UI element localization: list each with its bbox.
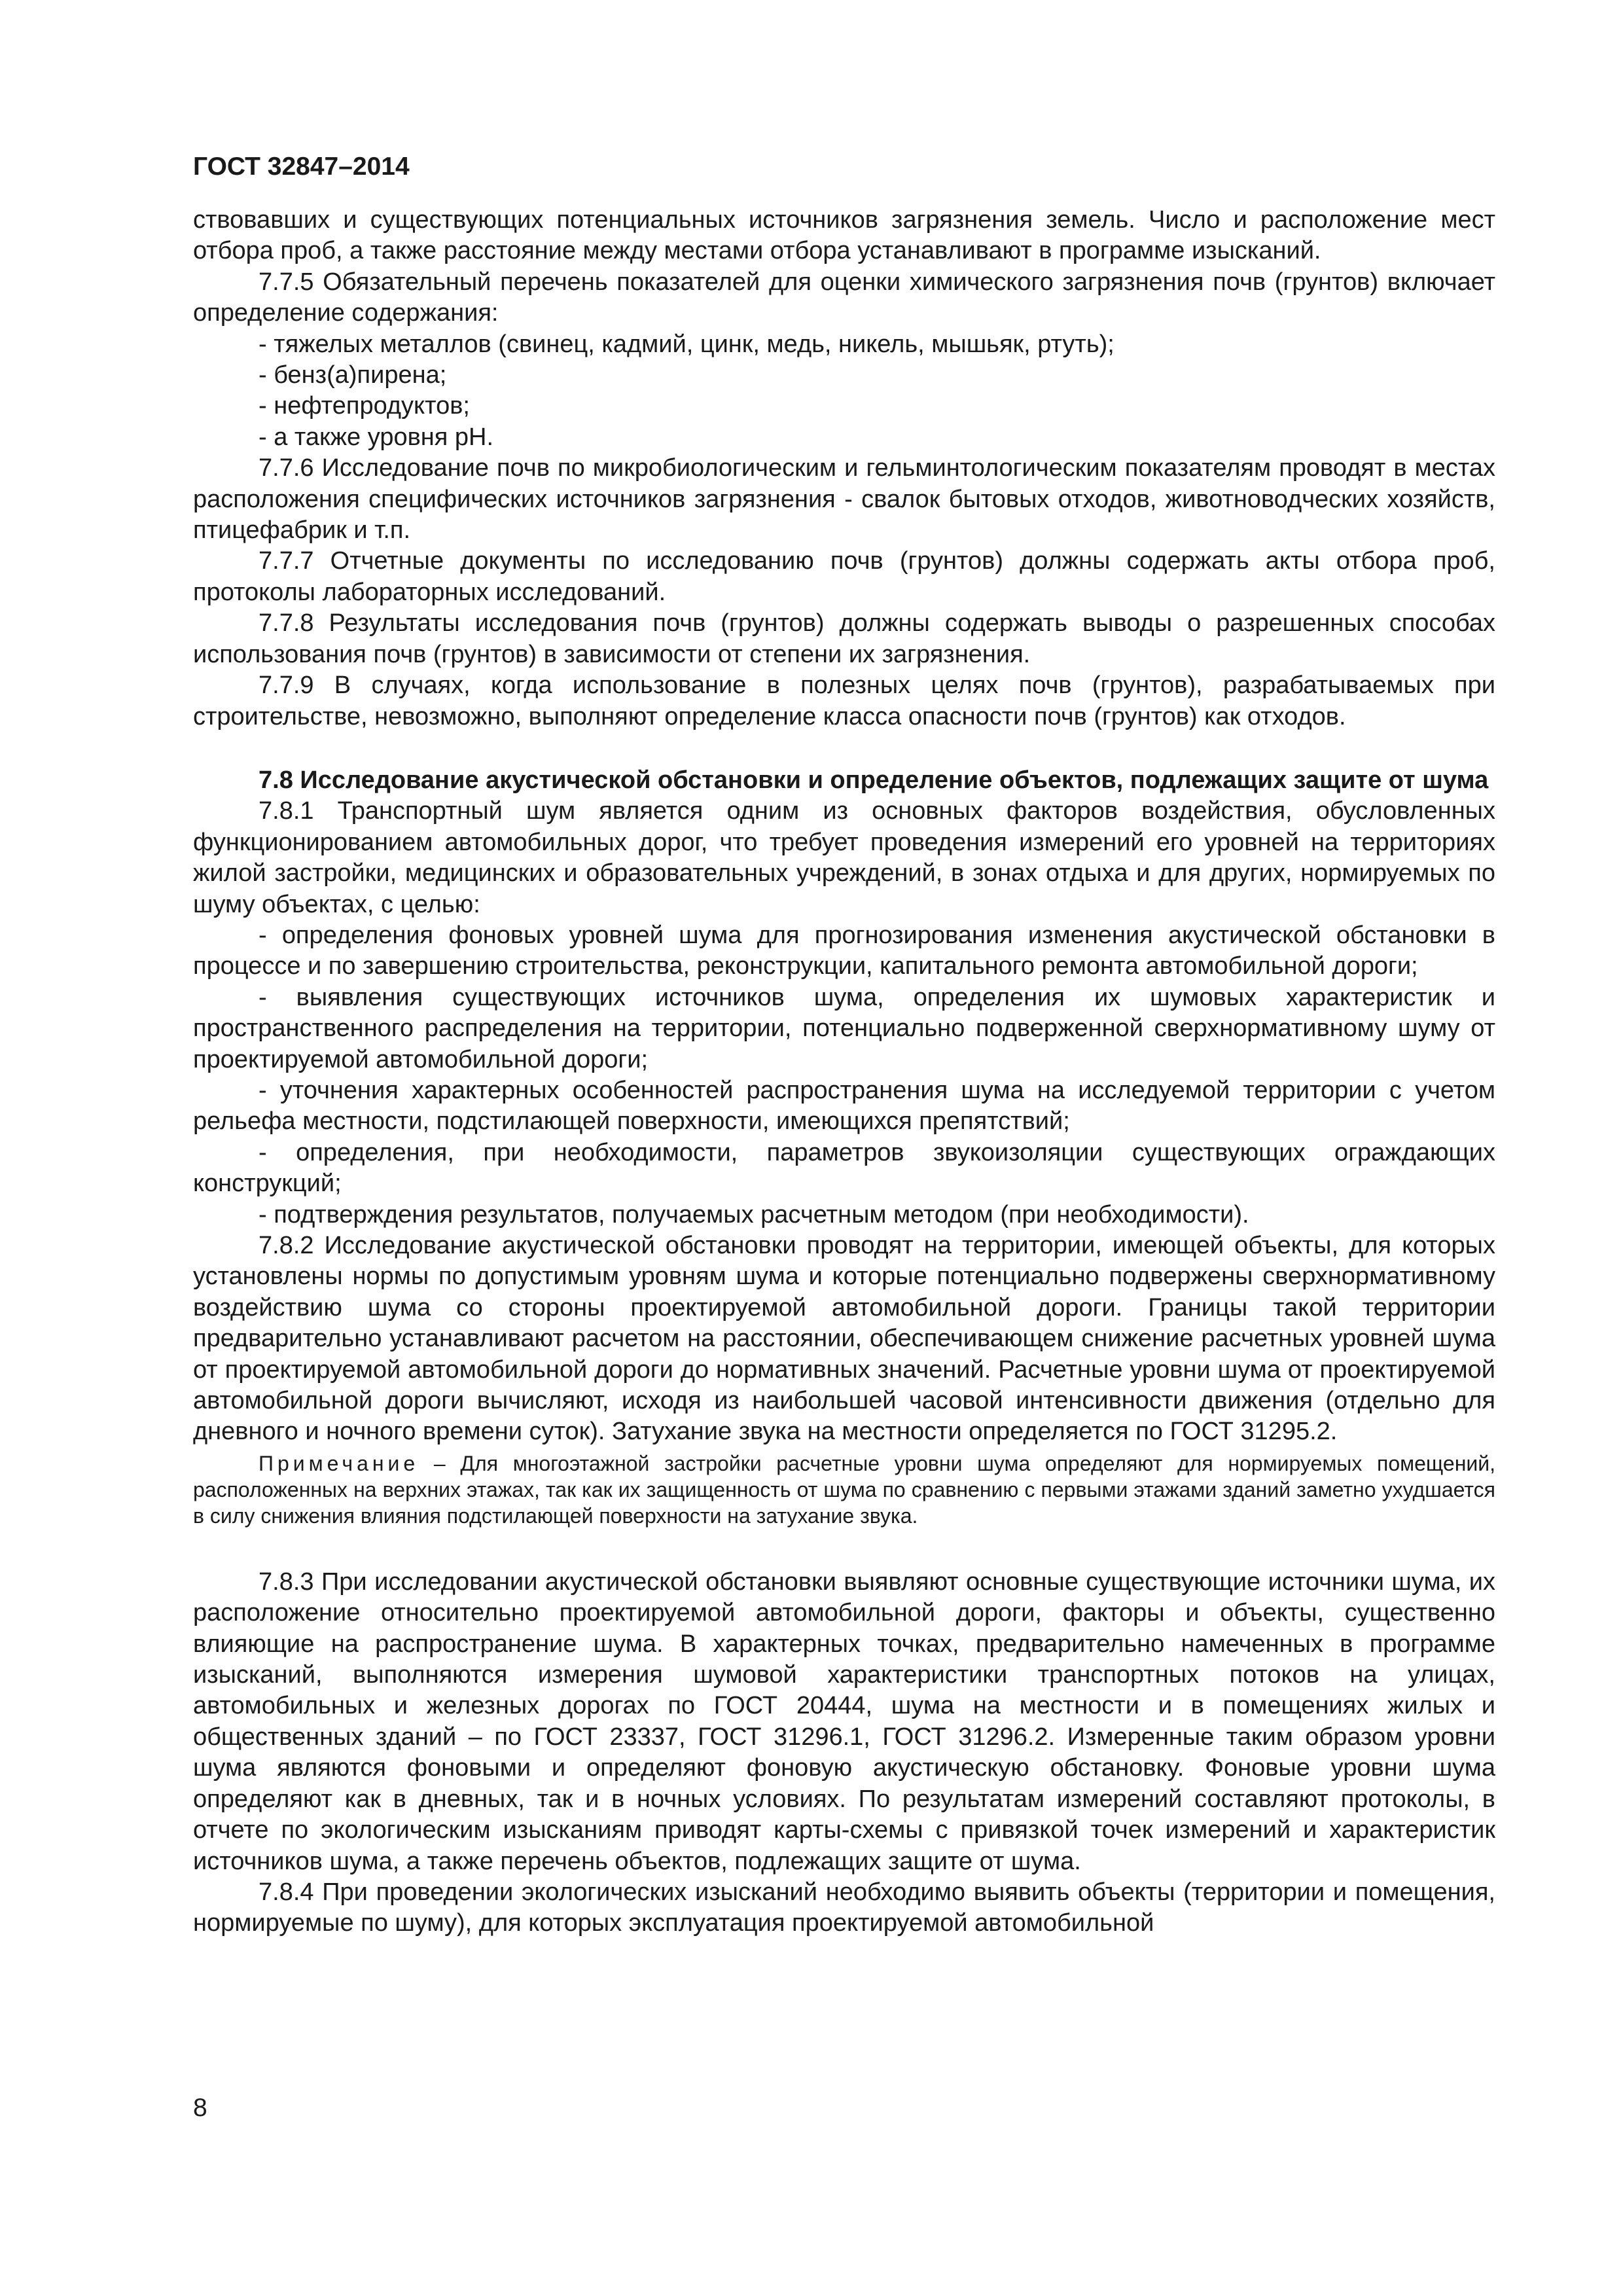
list-item-background-levels: - определения фоновых уровней шума для прогнозирования изменения акустической обстановки в процессе и по завершению строительства, реконструкции, капитального ремонта автомобильной дороги;	[193, 921, 1495, 980]
paragraph-7-7-8: 7.7.8 Результаты исследования почв (грунтов) должны содержать выводы о разрешенных способах использования почв (грунтов) в зависимости от степени их загрязнения.	[193, 609, 1495, 668]
paragraph-7-7-9: 7.7.9 В случаях, когда использование в полезных целях почв (грунтов), разрабатываемых при строительстве, невозможно, выполняют определение класса опасности почв (грунтов) как отходов.	[193, 672, 1495, 730]
paragraph-7-8-4: 7.8.4 При проведении экологических изысканий необходимо выявить объекты (территории и помещения, нормируемые по шуму), для которых эксплуатация проектируемой автомобильной	[193, 1878, 1495, 1937]
list-item-confirmation: - подтверждения результатов, получаемых расчетным методом (при необходимости).	[259, 1200, 1249, 1229]
list-item-benzapyrene: - бенз(а)пирена;	[259, 361, 447, 389]
list-item-noise-sources: - выявления существующих источников шума, определения их шумовых характеристик и пространственного распределения на территории, потенциально подверженной сверхнормативному шуму от проектируемой автомобильной дороги;	[193, 983, 1495, 1073]
note-text: – Для многоэтажной застройки расчетные уровни шума определяют для нормируемых помещений, расположенных на верхних этажах, так как их защищенность от шума по сравнению с первыми этажами зданий заметно ухудшается в силу снижения влияния подстилающей поверхности на затухание звука.	[193, 1451, 1496, 1528]
page-number: 8	[193, 2094, 207, 2122]
document-code-header: ГОСТ 32847–2014	[193, 152, 410, 181]
document-page	[193, 147, 1495, 1939]
list-item-petroleum-products: - нефтепродуктов;	[259, 392, 470, 420]
paragraph-7-7-6: 7.7.6 Исследование почв по микробиологическим и гельминтологическим показателям проводят в местах расположения специфических источников загрязнения - свалок бытовых отходов, животноводческих хозяйств, птицефабрик и т.п.	[193, 454, 1495, 545]
note-block	[193, 1450, 1495, 1529]
paragraph-7-7-5: 7.7.5 Обязательный перечень показателей для оценки химического загрязнения почв (грунтов) включает определение содержания:	[193, 268, 1495, 327]
list-item-sound-insulation: - определения, при необходимости, параметров звукоизоляции существующих ограждающих конструкций;	[193, 1138, 1495, 1198]
list-item-heavy-metals: - тяжелых металлов (свинец, кадмий, цинк, медь, никель, мышьяк, ртуть);	[259, 330, 1115, 358]
paragraph-7-8-1: 7.8.1 Транспортный шум является одним из основных факторов воздействия, обусловленных функционированием автомобильных дорог, что требует проведения измерений его уровней на территориях жилой застройки, медицинских и образовательных учреждений, в зонах отдыха и для других, нормируемых по шуму объектах, с целью:	[193, 797, 1495, 918]
paragraph-7-8-3: 7.8.3 При исследовании акустической обстановки выявляют основные существующие источники шума, их расположение относительно проектируемой автомобильной дороги, факторы и объекты, существенно влияющие на распространение шума. В характерных точках, предварительно намеченных в программе изысканий, выполняются измерения шумовой характеристики транспортных потоков на улицах, автомобильных и железных дорогах по ГОСТ 20444, шума на местности и в помещениях жилых и общественных зданий – по ГОСТ 23337, ГОСТ 31296.1, ГОСТ 31296.2. Измеренные таким образом уровни шума являются фоновыми и определяют фоновую акустическую обстановку. Фоновые уровни шума определяют как в дневных, так и в ночных условиях. По результатам измерений составляют протоколы, в отчете по экологическим изысканиям приводят карты-схемы с привязкой точек измерений и характеристик источников шума, а также перечень объектов, подлежащих защите от шума.	[193, 1568, 1495, 1875]
paragraph-7-8-2: 7.8.2 Исследование акустической обстановки проводят на территории, имеющей объекты, для которых установлены нормы по допустимым уровням шума и которые потенциально подвержены сверхнормативному воздействию шума со стороны проектируемой автомобильной дороги. Границы такой территории предварительно устанавливают расчетом на расстоянии, обеспечивающем снижение расчетных уровней шума от проектируемой автомобильной дороги до нормативных значений. Расчетные уровни шума от проектируемой автомобильной дороги вычисляют, исходя из наибольшей часовой интенсивности движения (отдельно для дневного и ночного времени суток). Затухание звука на местности определяется по ГОСТ 31295.2.	[193, 1232, 1495, 1446]
note-label: Примечание	[259, 1451, 419, 1475]
paragraph-intro-continuation: ствовавших и существующих потенциальных источников загрязнения земель. Число и расположение мест отбора проб, а также расстояние между местами отбора устанавливают в программе изысканий.	[193, 206, 1495, 265]
list-item-ph-level: - а также уровня pH.	[259, 423, 494, 451]
section-title-7-8: 7.8 Исследование акустической обстановки и определение объектов, подлежащих защите от шума	[259, 766, 1489, 794]
paragraph-7-7-7: 7.7.7 Отчетные документы по исследованию почв (грунтов) должны содержать акты отбора проб, протоколы лабораторных исследований.	[193, 547, 1495, 606]
list-item-propagation-features: - уточнения характерных особенностей распространения шума на исследуемой территории с учетом рельефа местности, подстилающей поверхности, имеющихся препятствий;	[193, 1076, 1495, 1136]
